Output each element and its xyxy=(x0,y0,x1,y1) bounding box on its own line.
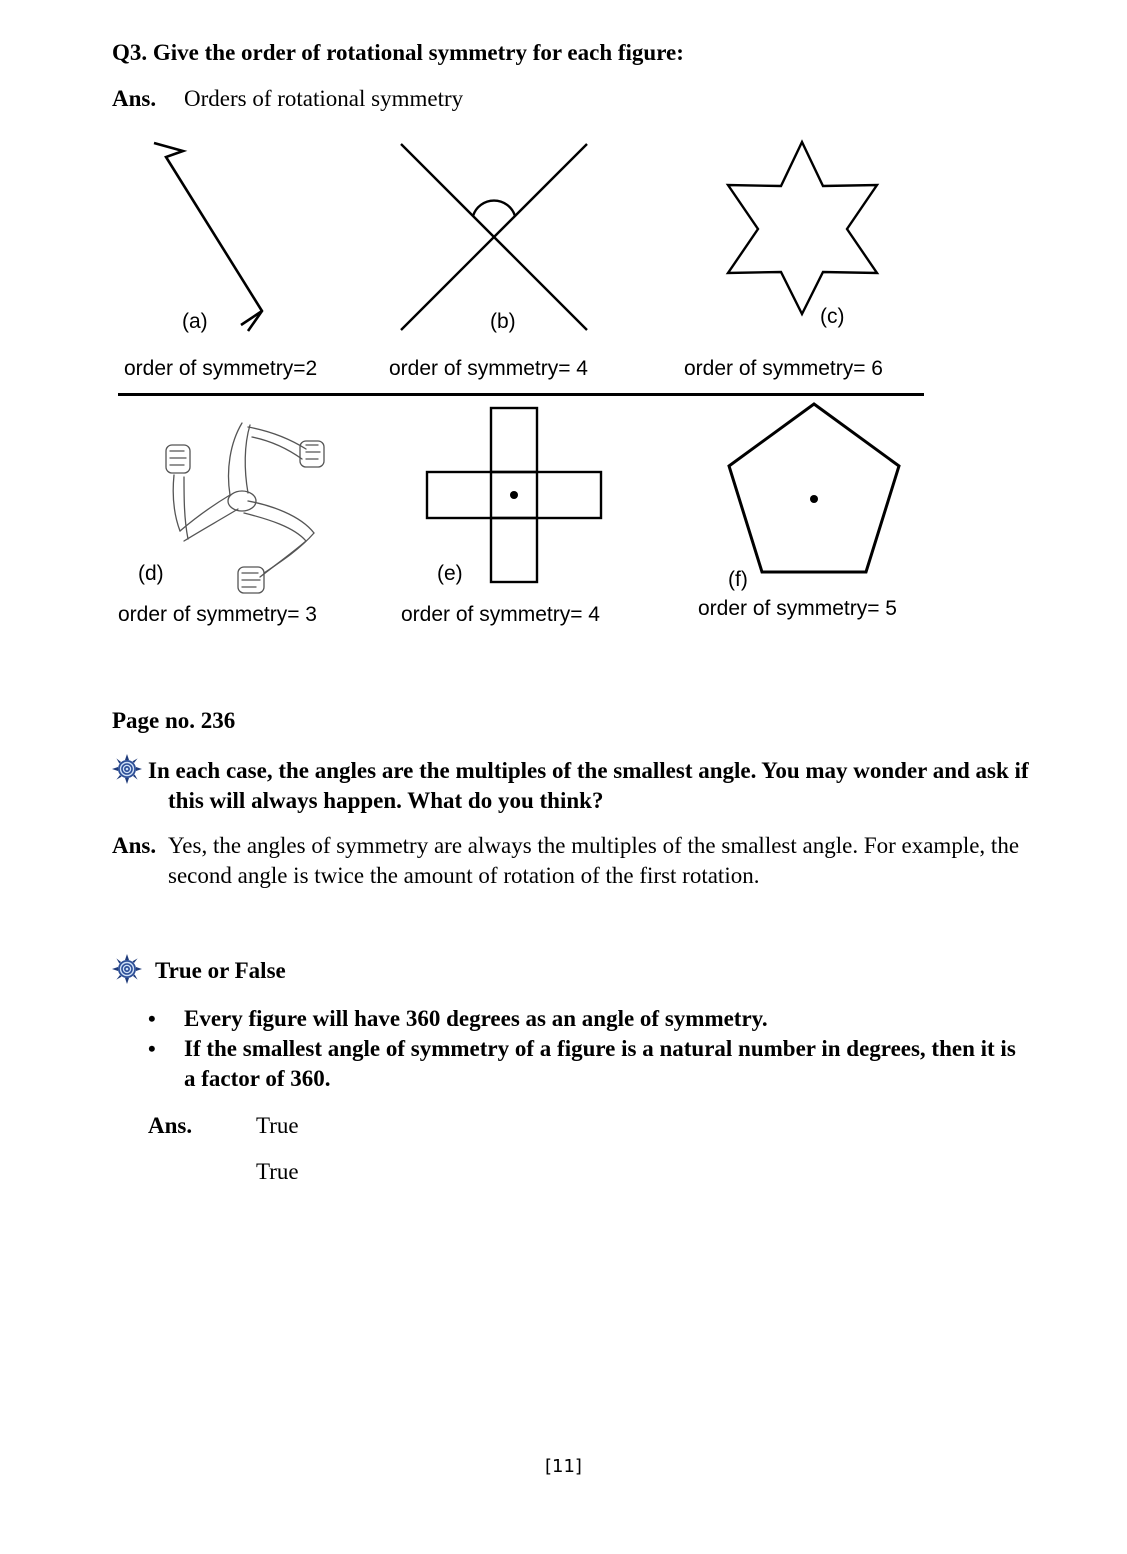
page-number: [11] xyxy=(545,1456,582,1477)
section2-answer-label: Ans. xyxy=(148,1113,193,1138)
figure-divider xyxy=(118,393,924,396)
sun-spiral-icon xyxy=(112,954,142,984)
figure-a-label: (a) xyxy=(182,310,208,333)
figure-f-shape xyxy=(720,398,910,580)
figure-c-shape xyxy=(722,138,887,323)
question-heading: Q3. Give the order of rotational symmetry for each figure: xyxy=(112,40,684,65)
answer-label: Ans. xyxy=(112,86,157,111)
true-false-list xyxy=(148,1004,1028,1094)
figure-b-shape xyxy=(395,138,595,338)
figure-a-shape xyxy=(140,135,280,335)
figure-a-caption: order of symmetry=2 xyxy=(124,357,318,380)
figure-b-label: (b) xyxy=(490,310,516,333)
figure-e-caption: order of symmetry= 4 xyxy=(401,603,600,626)
figure-d-caption: order of symmetry= 3 xyxy=(118,603,317,626)
section1-answer-text: Yes, the angles of symmetry are always the multiples of the smallest angle. For example, the second angle is twice the amount of rotation of the first rotation. xyxy=(168,833,1020,888)
page-reference: Page no. 236 xyxy=(112,708,236,733)
list-item: • If the smallest angle of symmetry of a figure is a natural number in degrees, then it is a factor of 360. xyxy=(148,1034,1028,1094)
figure-f-caption: order of symmetry= 5 xyxy=(698,597,897,620)
sun-spiral-icon xyxy=(112,754,142,784)
section1-question: In each case, the angles are the multiples of the smallest angle. You may wonder and ask if this will always happen. What do you think? xyxy=(148,758,1029,813)
section1-answer-label: Ans. xyxy=(112,833,157,858)
figure-c-label: (c) xyxy=(820,305,845,328)
figure-e-label: (e) xyxy=(437,562,463,585)
answer-text: Orders of rotational symmetry xyxy=(184,86,464,111)
figure-b-caption: order of symmetry= 4 xyxy=(389,357,588,380)
figure-d-shape xyxy=(160,415,335,600)
figure-c-caption: order of symmetry= 6 xyxy=(684,357,883,380)
section2-title: True or False xyxy=(155,958,286,983)
section2-answer-1: True xyxy=(256,1113,299,1138)
list-item: • Every figure will have 360 degrees as an angle of symmetry. xyxy=(148,1004,1028,1034)
section2-answer-2: True xyxy=(256,1159,299,1184)
figure-d-label: (d) xyxy=(138,562,164,585)
figure-f-label: (f) xyxy=(728,568,748,591)
